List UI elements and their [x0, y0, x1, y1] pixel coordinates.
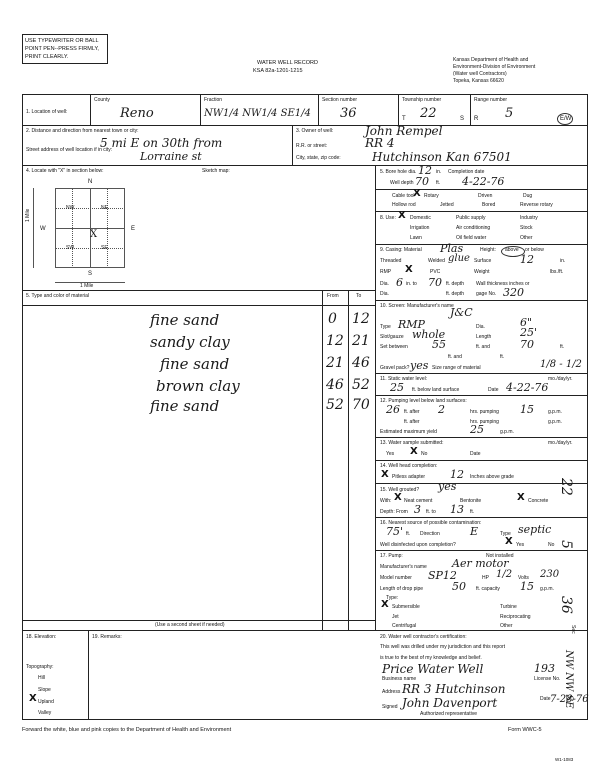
sample-unit: mo./day/yr.: [548, 440, 573, 446]
est-label: Estimated maximum yield: [380, 429, 437, 435]
completion-label: Completion date: [448, 169, 485, 175]
topo-hill: Hill: [38, 675, 45, 681]
from-label: From: [327, 293, 339, 299]
sketch-label: Sketch map:: [202, 168, 230, 174]
pump-model-label: Model number: [380, 575, 412, 581]
grid-n: N: [88, 179, 93, 185]
surface-label: Surface: [474, 258, 492, 264]
form-ksa: KSA 82a-1201-1215: [253, 68, 303, 74]
auth-label: Authorized representative: [420, 711, 477, 717]
length-label: Length: [476, 334, 492, 340]
surface-in: in.: [560, 258, 566, 264]
surface-value[interactable]: 12: [520, 253, 534, 266]
head-value[interactable]: 12: [450, 468, 464, 481]
grid-se: SE: [101, 245, 108, 251]
topo-upland: Upland: [38, 699, 54, 705]
contam-label: 16. Nearest source of possible contamination:: [380, 520, 482, 526]
sample-no-mark[interactable]: X: [410, 446, 418, 457]
screen-dia[interactable]: 6": [520, 316, 533, 329]
slot-label: Slot/gauze: [380, 334, 404, 340]
contam-dist[interactable]: 75': [386, 525, 404, 538]
grouted-depth-label: Depth: From: [380, 509, 408, 515]
cert-date-label: Date: [540, 696, 551, 702]
bore-in: in.: [436, 169, 442, 175]
range-label: Range number: [474, 97, 508, 103]
head-label: 14. Well head completion:: [380, 463, 438, 469]
rr-value[interactable]: RR 4: [365, 136, 395, 150]
weight-label: Weight: [474, 269, 490, 275]
casing-to[interactable]: 70: [428, 276, 442, 289]
static-date[interactable]: 4-22-76: [506, 381, 549, 394]
screen-label: 10. Screen: Manufacturer's name: [380, 303, 454, 309]
use-lawn: Lawn: [410, 235, 422, 241]
size-value[interactable]: 1/8 - 1/2: [540, 359, 582, 370]
city-value[interactable]: Hutchinson Kan 67501: [372, 150, 512, 164]
set-label: Set between: [380, 344, 408, 350]
township-label: Township number: [402, 97, 442, 103]
grouted-to[interactable]: 13: [450, 503, 464, 516]
footer-form: Form WWC-5: [508, 727, 542, 733]
license-label: License No.: [534, 676, 561, 682]
pump-other: Other: [500, 623, 513, 629]
static-label: 11. Static water level:: [380, 376, 428, 382]
use-other: Other: [520, 235, 533, 241]
material-desc: fine sand: [150, 311, 220, 329]
locate-label: 4. Locate with "X" in section below:: [26, 168, 104, 174]
length-value[interactable]: 25': [520, 326, 538, 339]
township-s: S: [460, 116, 465, 122]
signature[interactable]: John Davenport: [402, 696, 498, 710]
pump-turbine: Turbine: [500, 604, 517, 610]
agency-line-4: Topeka, Kansas 66620: [453, 78, 504, 84]
fraction-label: Fraction: [204, 97, 223, 103]
section-value[interactable]: 36: [340, 106, 357, 121]
pump-volts-label: Volts: [518, 575, 529, 581]
gage-value[interactable]: 320: [503, 286, 524, 299]
pump-reciprocating: Reciprocating: [500, 614, 531, 620]
concrete-mark[interactable]: X: [517, 492, 525, 503]
pump-cap[interactable]: 15: [520, 580, 534, 593]
business-label: Business name: [382, 676, 417, 682]
address-value[interactable]: RR 3 Hutchinson: [402, 682, 506, 696]
material-to: 52: [352, 377, 370, 393]
footer-code: W1-1083: [555, 757, 574, 762]
margin-township: 22: [558, 478, 574, 496]
to-label: To: [356, 293, 362, 299]
use-industry: Industry: [520, 215, 538, 221]
est-value[interactable]: 25: [470, 423, 484, 436]
material-desc: sandy clay: [150, 333, 230, 351]
margin-fraction: NW NW SE: [563, 650, 574, 709]
cert-line-1: This well was drilled under my jurisdiction and this report: [380, 644, 506, 650]
hollow-rod: Hollow rod: [392, 202, 416, 208]
disinfect-label: Well disinfected upon completion?: [380, 542, 456, 548]
pumping-hrs[interactable]: 2: [438, 403, 445, 416]
material-desc: fine sand: [160, 355, 230, 373]
welded-label: Welded: [428, 258, 445, 264]
completion-date[interactable]: 4-22-76: [462, 175, 505, 188]
height-label: Height:: [480, 247, 496, 253]
grid-nw: NW: [66, 205, 75, 211]
set-ft-and: ft. and: [476, 344, 490, 350]
ft-depth: ft. depth: [446, 281, 465, 287]
grouted-ft: ft.: [470, 509, 475, 515]
screen-type[interactable]: RMP: [398, 318, 425, 331]
pump-hp[interactable]: 1/2: [496, 569, 513, 580]
use-air: Air conditioning: [456, 225, 491, 231]
material-to: 70: [352, 397, 370, 413]
agency-line-1: Kansas Department of Health and: [453, 57, 529, 63]
jetted: Jetted: [440, 202, 454, 208]
ft-depth2: ft. depth: [446, 291, 465, 297]
pumping-hrs-pumping: hrs. pumping: [470, 409, 499, 415]
business-name[interactable]: Price Water Well: [382, 662, 484, 676]
material-from: 0: [328, 311, 337, 327]
section-label: Section number: [322, 97, 358, 103]
material-desc: brown clay: [156, 377, 240, 395]
notice-line-2: POINT PEN--PRESS FIRMLY,: [25, 46, 99, 52]
pumping-ft-after: ft. after: [404, 409, 420, 415]
pumping-level[interactable]: 26: [386, 403, 400, 416]
distance-label: 2. Distance and direction from nearest town or city:: [26, 128, 139, 134]
upland-mark[interactable]: X: [29, 693, 37, 704]
size-label: Size range of material: [432, 365, 481, 371]
footer-forward: Forward the white, blue and pink copies to the Department of Health and Environment: [22, 727, 232, 733]
pumping-ft-after2: ft. after: [404, 419, 420, 425]
grouted-label: 15. Well grouted?: [380, 487, 420, 493]
rotary: Rotary: [424, 193, 439, 199]
use-irrigation: Irrigation: [410, 225, 430, 231]
signed-label: Signed: [382, 704, 398, 710]
pumping-label: 12. Pumping level below land surfaces:: [380, 398, 467, 404]
depth-ft: ft.: [436, 180, 441, 186]
notice-line-3: PRINT CLEARLY.: [25, 54, 69, 60]
material-from: 12: [326, 333, 344, 349]
pump-gpm: g.p.m.: [540, 586, 554, 592]
pumping-gpm[interactable]: 15: [520, 403, 534, 416]
threaded-label: Threaded: [380, 258, 402, 264]
pump-centrifugal: Centrifugal: [392, 623, 417, 629]
disinfect-yes: Yes: [516, 542, 525, 548]
pitless-mark[interactable]: X: [381, 469, 389, 480]
material-from: 52: [326, 397, 344, 413]
grid-ne: NE: [101, 205, 108, 211]
grid-w: W: [40, 226, 46, 232]
mile-bottom-label: 1 Mile: [80, 283, 94, 289]
pumping-hrs-pumping2: hrs. pumping: [470, 419, 499, 425]
cert-label: 20. Water well contractor's certification:: [380, 634, 467, 640]
material-to: 21: [352, 333, 370, 349]
static-value[interactable]: 25: [390, 381, 404, 394]
submersible-mark[interactable]: X: [381, 599, 389, 610]
use-domestic: Domestic: [410, 215, 431, 221]
bore-dia[interactable]: 12: [418, 164, 432, 177]
margin-section-label: Sec: [570, 625, 576, 634]
rmp-label: RMP: [380, 269, 392, 275]
pump-drop[interactable]: 50: [452, 580, 466, 593]
dug: Dug: [523, 193, 533, 199]
dia2-label: Dia.: [380, 291, 389, 297]
pump-jet: Jet: [392, 614, 399, 620]
sample-no: No: [421, 451, 428, 457]
pvc-label: PVC: [430, 269, 441, 275]
gravel-label: Gravel pack?: [380, 365, 410, 371]
agency-line-2: Environment-Division of Environment: [453, 64, 536, 70]
topo-label: Topography:: [26, 664, 54, 670]
grouted-concrete: Concrete: [528, 498, 549, 504]
height-below: or below: [525, 247, 544, 253]
slot-value[interactable]: whole: [412, 328, 446, 341]
pump-label: 17. Pump:: [380, 553, 403, 559]
range-r: R: [474, 116, 479, 122]
pump-ft-cap: ft. capacity: [476, 586, 500, 592]
static-below: ft. below land surface: [412, 387, 460, 393]
remarks-label: 19. Remarks:: [92, 634, 122, 640]
depth-label: Well depth: [390, 180, 414, 186]
distance-value[interactable]: 5 mi E on 30th from: [100, 136, 223, 150]
contam-dir-label: Direction: [420, 531, 440, 537]
domestic-mark[interactable]: X: [398, 210, 406, 221]
grouted-with: With:: [380, 498, 392, 504]
margin-range: 5: [558, 540, 574, 549]
fraction-value[interactable]: NW1/4 NW1/4 SE1/4: [204, 108, 311, 119]
material-footer: (Use a second sheet if needed): [155, 622, 225, 628]
material-label: 5. Type and color of material: [26, 293, 89, 299]
pump-model[interactable]: SP12: [428, 569, 457, 582]
disinfect-no: No: [548, 542, 555, 548]
elevation-label: 18. Elevation:: [26, 634, 57, 640]
street-value[interactable]: Lorraine st: [140, 150, 202, 163]
contam-ft: ft.: [406, 531, 411, 537]
reverse-rotary: Reverse rotary: [520, 202, 553, 208]
dia-label: Dia.: [380, 281, 389, 287]
pump-volts[interactable]: 230: [540, 569, 560, 580]
height-above: above: [505, 247, 519, 253]
topo-slope: Slope: [38, 687, 51, 693]
pumping-gpm-unit2: g.p.m.: [548, 419, 562, 425]
grouted-value[interactable]: yes: [438, 480, 457, 493]
rmp-mark[interactable]: X: [405, 264, 413, 275]
contam-dir[interactable]: E: [470, 525, 479, 538]
head-above: Inches above grade: [470, 474, 514, 480]
material-from: 46: [326, 377, 344, 393]
grouted-bentonite: Bentonite: [460, 498, 482, 504]
license-no[interactable]: 193: [534, 662, 555, 675]
pump-mfr[interactable]: Aer motor: [452, 557, 509, 570]
form-title: WATER WELL RECORD: [257, 60, 318, 66]
street-label: Street address of well location if in city:: [26, 147, 113, 153]
county-value[interactable]: Reno: [120, 106, 154, 121]
grid-sw: SW: [66, 245, 75, 251]
owner-label: 3. Owner of well:: [296, 128, 334, 134]
sample-yes: Yes: [386, 451, 395, 457]
cable-tool: Cable tool: [392, 193, 415, 199]
neat-mark[interactable]: X: [394, 492, 402, 503]
set-ft2: ft.: [500, 354, 505, 360]
range-ew: E/W: [560, 116, 572, 122]
pitless-label: Pitless adapter: [392, 474, 426, 480]
set-ft-and2: ft. and: [448, 354, 462, 360]
grouted-from[interactable]: 3: [414, 503, 421, 516]
township-value[interactable]: 22: [420, 106, 437, 121]
margin-section: 36: [558, 596, 574, 614]
material-to: 12: [352, 311, 370, 327]
material-desc: fine sand: [150, 397, 220, 415]
gage-label: gage No.: [476, 291, 497, 297]
screen-type-label: Type: [380, 324, 391, 330]
county-label: County: [94, 97, 110, 103]
rr-label: R.R. or street:: [296, 143, 328, 149]
cert-line-2: is true to the best of my knowledge and belief.: [380, 655, 482, 661]
set-to[interactable]: 70: [520, 338, 534, 351]
pump-type-label: Type:: [386, 595, 399, 601]
grid-e: E: [131, 226, 136, 232]
pump-hp-label: HP: [482, 575, 489, 581]
pump-not-installed: Not installed: [486, 553, 514, 559]
sample-date-label: Date: [470, 451, 481, 457]
set-ft: ft.: [560, 344, 565, 350]
gravel-value[interactable]: yes: [410, 359, 429, 372]
cert-date[interactable]: 7-28-76: [550, 694, 589, 705]
weight-unit: lbs./ft.: [550, 269, 564, 275]
grouted-neat: Neat cement: [404, 498, 433, 504]
township-t: T: [402, 116, 406, 122]
driven: Driven: [478, 193, 493, 199]
address-label: Address: [382, 689, 401, 695]
bore-label: 5. Bore hole dia.: [380, 169, 417, 175]
grid-s: S: [88, 271, 93, 277]
well-depth[interactable]: 70: [415, 175, 429, 188]
pump-submersible: Submersible: [392, 604, 420, 610]
wall-label: Wall thickness inches or: [476, 281, 530, 287]
static-date-label: Date: [488, 387, 499, 393]
grouted-ft-to: ft. to: [426, 509, 436, 515]
rotary-mark[interactable]: X: [413, 188, 421, 199]
casing-material[interactable]: Plas: [440, 242, 464, 255]
range-value[interactable]: 5: [505, 106, 514, 121]
contam-type-label: Type: [500, 531, 511, 537]
location-label: 1. Location of well:: [26, 109, 68, 115]
pumping-gpm-unit: g.p.m.: [548, 409, 562, 415]
material-to: 46: [352, 355, 370, 371]
in-to: in. to: [406, 281, 417, 287]
city-label: City, state, zip code:: [296, 155, 341, 161]
notice-line-1: USE TYPEWRITER OR BALL: [25, 38, 99, 44]
contam-type[interactable]: septic: [518, 523, 552, 536]
bored: Bored: [482, 202, 496, 208]
use-label: 8. Use:: [380, 215, 396, 221]
use-oil: Oil field water: [456, 235, 487, 241]
disinfect-yes-mark[interactable]: X: [505, 536, 513, 547]
casing-dia[interactable]: 6: [396, 276, 403, 289]
set-from[interactable]: 55: [432, 338, 446, 351]
use-public: Public supply: [456, 215, 486, 221]
topo-valley: Valley: [38, 710, 52, 716]
casing-glue[interactable]: glue: [448, 253, 470, 264]
range-e-circle: [557, 113, 573, 125]
static-unit: mo./day/yr.: [548, 376, 573, 382]
casing-label: 9. Casing: Material: [380, 247, 422, 253]
agency-line-3: (Water well Contractors): [453, 71, 507, 77]
screen-dia-label: Dia.: [476, 324, 485, 330]
pump-drop-label: Length of drop pipe: [380, 586, 424, 592]
grid-mark[interactable]: X: [90, 229, 98, 240]
use-stock: Stock: [520, 225, 533, 231]
mile-side-label: 1 Mile: [25, 208, 31, 222]
owner-name[interactable]: John Rempel: [365, 124, 443, 138]
est-unit: g.p.m.: [500, 429, 514, 435]
sample-label: 13. Water sample submitted:: [380, 440, 444, 446]
pump-mfr-label: Manufacturer's name: [380, 564, 427, 570]
screen-manufacturer[interactable]: J&C: [450, 306, 473, 319]
material-from: 21: [326, 355, 344, 371]
